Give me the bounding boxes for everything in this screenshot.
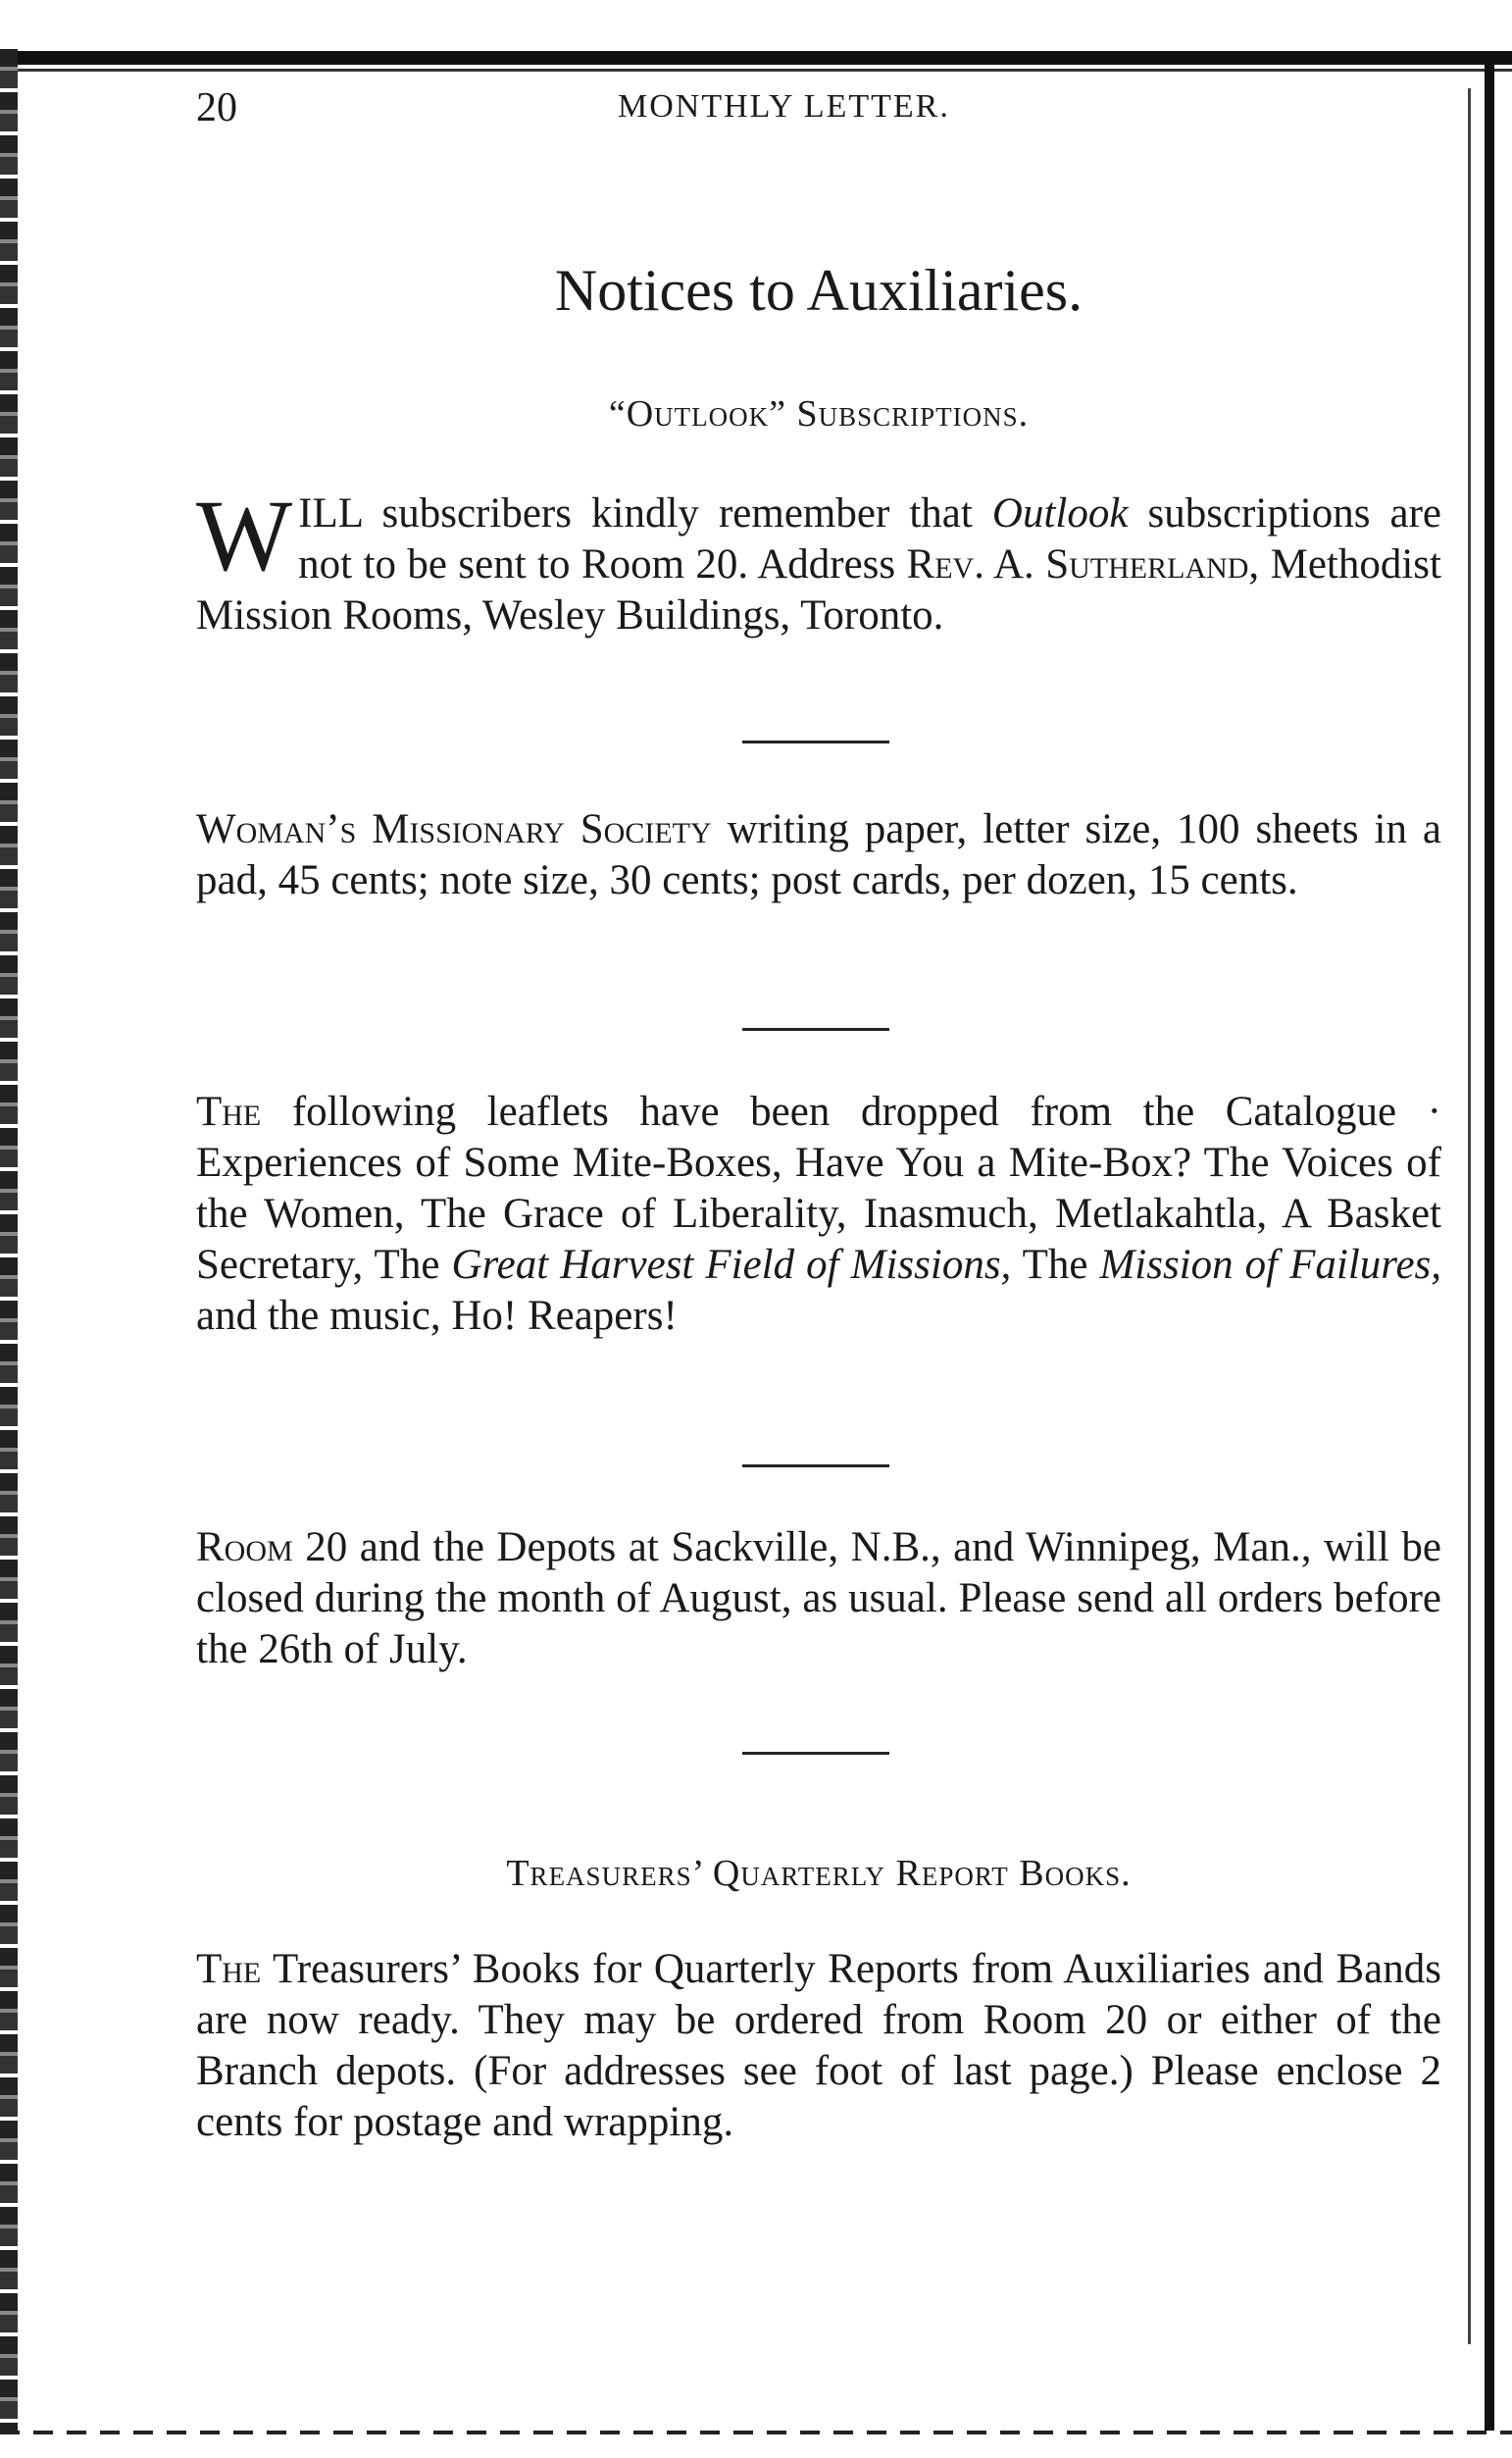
- treasurers-heading: Treasurers’ Quarterly Report Books.: [506, 1853, 1132, 1894]
- outlook-text-start: ILL subscribers kindly remember that: [298, 490, 992, 537]
- running-title: MONTHLY LETTER.: [618, 88, 950, 125]
- scan-bottom-edge: [0, 2431, 1512, 2434]
- paper-text: writing paper, letter size, 100 sheets in a pad, 45 cents; note size, 30 cents; post cards, per dozen, 15 cents.: [196, 806, 1441, 903]
- leaflets-text: following leaflets have been dropped from the Catalogue · Experiences of Some Mite-Boxes, Have You a Mite-Box? The Voices of the Women, The Grace of Liberality, Inasmuch, Metlakahtla, A Basket Secretary, The: [196, 1089, 1441, 1288]
- leaflets-paragraph: [196, 1087, 1441, 1342]
- room-paragraph: [196, 1522, 1441, 1675]
- drop-cap: W: [196, 480, 293, 592]
- room-lead: Room: [196, 1524, 293, 1570]
- section-divider: [742, 1028, 889, 1031]
- leaflets-text-3: and the music, Ho! Reapers!: [196, 1293, 678, 1339]
- paper-lead: Woman’s Missionary Society: [196, 806, 712, 852]
- leaflets-lead: The: [196, 1089, 262, 1135]
- section-divider: [742, 1464, 889, 1467]
- outlook-name: Rev. A. Sutherland,: [906, 541, 1260, 588]
- scan-right-edge-thin: [1468, 88, 1471, 2344]
- treasurers-text: Treasurers’ Books for Quarterly Reports from Auxiliaries and Bands are now ready. They may be ordered from Room 20 or either of the Branch depots. (For addresses see foot of last page.) Please enclose 2 cents for postage and wrapping.: [196, 1946, 1441, 2145]
- leaflets-italic-2: Mission of Failures,: [1099, 1242, 1442, 1288]
- scan-top-border-thin: [0, 69, 1512, 72]
- scan-left-edge: [0, 49, 18, 2432]
- outlook-paragraph: [196, 480, 1442, 641]
- section-divider: [742, 1752, 889, 1755]
- section-divider: [742, 741, 889, 743]
- outlook-text-mid: subscriptions are not to be sent to Room 20. Address: [298, 490, 1442, 588]
- outlook-text-end: Methodist Mission Rooms, Wesley Buildings, Toronto.: [196, 541, 1441, 639]
- running-head: [196, 84, 1441, 133]
- outlook-italic-title: Outlook: [991, 490, 1129, 537]
- outlook-heading: “Outlook” Subscriptions.: [608, 393, 1030, 435]
- scan-top-border: [0, 51, 1512, 65]
- treasurers-paragraph: [196, 1944, 1441, 2148]
- treasurers-lead: The: [196, 1946, 262, 1992]
- paper-paragraph: [196, 804, 1441, 906]
- leaflets-text-2: The: [1011, 1242, 1100, 1288]
- leaflets-italic-1: Great Harvest Field of Missions,: [451, 1242, 1012, 1288]
- page-number: 20: [196, 85, 237, 130]
- page-title: Notices to Auxiliaries.: [554, 258, 1084, 323]
- room-text: 20 and the Depots at Sackville, N.B., and Winnipeg, Man., will be closed during the month of August, as usual. Please send all orders before the 26th of July.: [196, 1524, 1441, 1672]
- scan-right-edge: [1485, 59, 1494, 2432]
